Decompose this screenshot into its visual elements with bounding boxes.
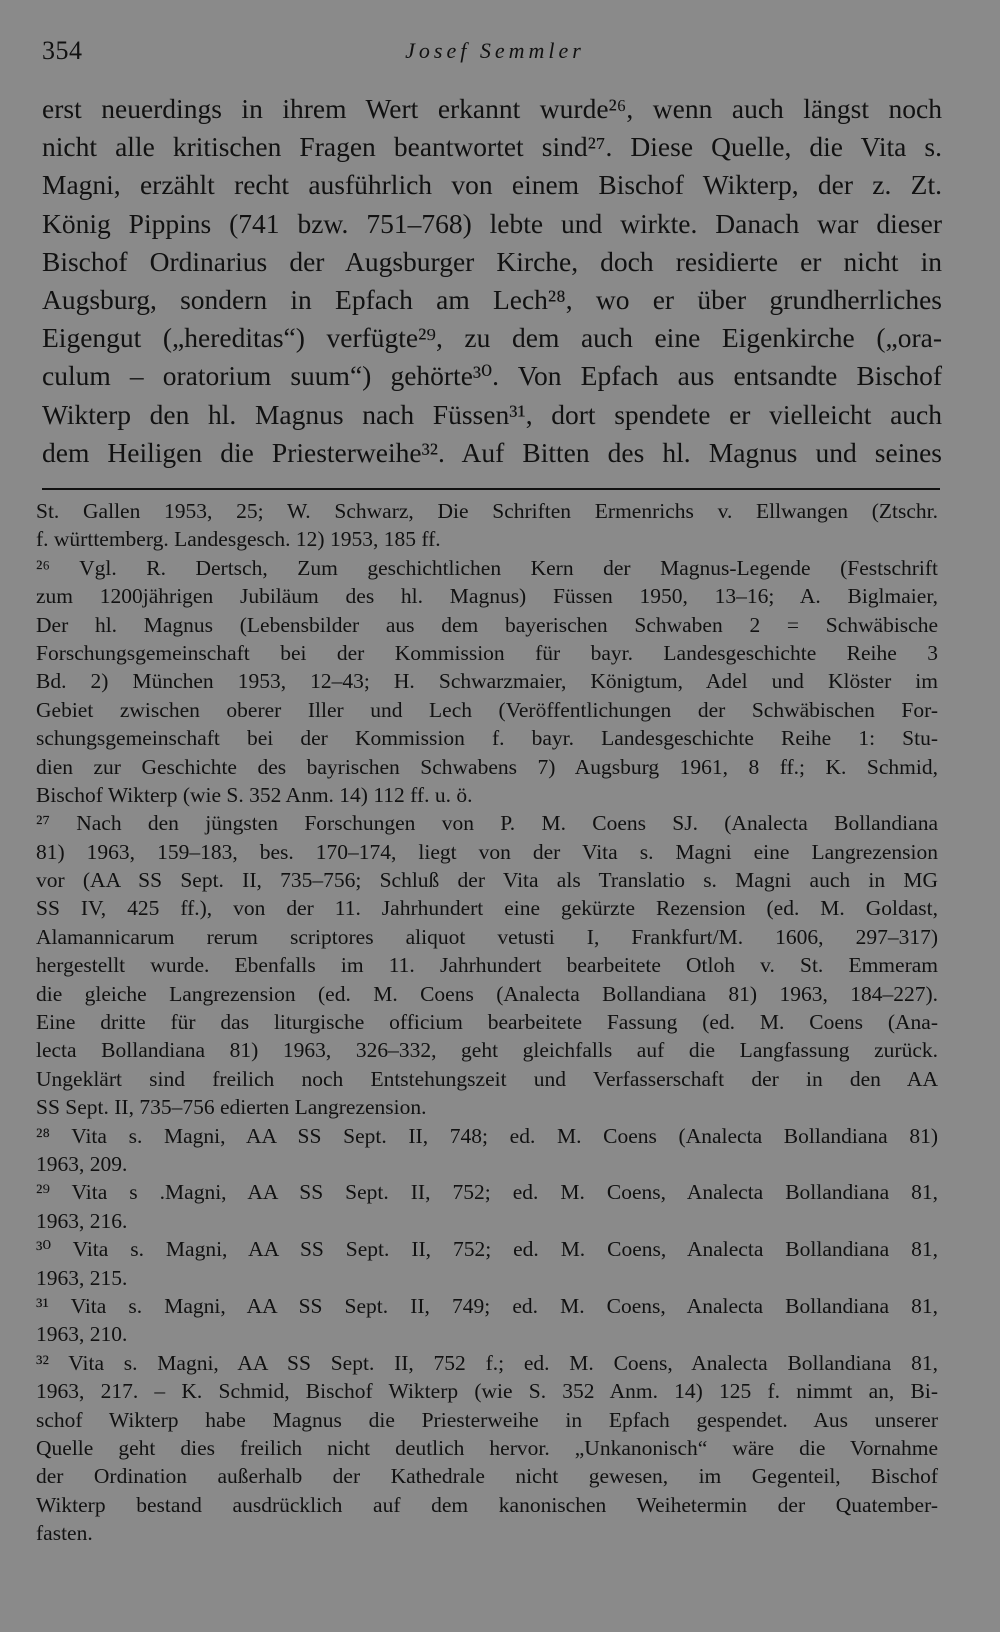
footnote-line: ³⁰ Vita s. Magni, AA SS Sept. II, 752; ed. M. Coens, Analecta Bollandiana 81, <box>36 1237 938 1262</box>
footnote-line: Forschungsgemeinschaft bei der Kommission für bayr. Landesgeschichte Reihe 3 <box>36 640 938 665</box>
body-line: König Pippins (741 bzw. 751–768) lebte und wirkte. Danach war dieser <box>42 207 942 239</box>
body-line: Wikterp den hl. Magnus nach Füssen³¹, dort spendete er vielleicht auch <box>42 398 942 430</box>
footnote-line: ²⁷ Nach den jüngsten Forschungen von P. M. Coens SJ. (Analecta Bollandiana <box>36 811 938 836</box>
footnote-line: der Ordination außerhalb der Kathedrale nicht gewesen, im Gegenteil, Bischof <box>36 1464 938 1489</box>
footnote-line: Wikterp bestand ausdrücklich auf dem kanonischen Weihetermin der Quatember- <box>36 1492 938 1517</box>
footnote-line: SS Sept. II, 735–756 edierten Langrezension. <box>36 1095 427 1120</box>
body-line: Augsburg, sondern in Epfach am Lech²⁸, wo er über grundherrliches <box>42 283 942 315</box>
body-text <box>42 90 942 472</box>
footnote-line: ³² Vita s. Magni, AA SS Sept. II, 752 f.; ed. M. Coens, Analecta Bollandiana 81, <box>36 1350 938 1375</box>
body-line: dem Heiligen die Priesterweihe³². Auf Bitten des hl. Magnus und seines <box>42 436 942 468</box>
footnote-rule <box>42 488 940 490</box>
footnote-line: zum 1200jährigen Jubiläum des hl. Magnus) Füssen 1950, 13–16; A. Biglmaier, <box>36 584 938 609</box>
footnote-line: Der hl. Magnus (Lebensbilder aus dem bayerischen Schwaben 2 = Schwäbische <box>36 612 938 637</box>
footnote-line: 1963, 216. <box>36 1208 128 1233</box>
footnote-line: schof Wikterp habe Magnus die Priesterweihe in Epfach gespendet. Aus unserer <box>36 1407 938 1432</box>
footnote-line: 1963, 217. – K. Schmid, Bischof Wikterp (wie S. 352 Anm. 14) 125 f. nimmt an, Bi- <box>36 1379 938 1404</box>
footnote-line: Bd. 2) München 1953, 12–43; H. Schwarzmaier, Königtum, Adel und Klöster im <box>36 669 938 694</box>
footnote-line: SS IV, 425 ff.), von der 11. Jahrhundert eine gekürzte Rezension (ed. M. Goldast, <box>36 896 938 921</box>
footnote-line: Ungeklärt sind freilich noch Entstehungszeit und Verfasserschaft der in den AA <box>36 1066 938 1091</box>
footnote-line: ²⁸ Vita s. Magni, AA SS Sept. II, 748; ed. M. Coens (Analecta Bollandiana 81) <box>36 1123 938 1148</box>
footnote-line: Quelle geht dies freilich nicht deutlich hervor. „Unkanonisch“ wäre die Vornahme <box>36 1435 938 1460</box>
footnote-line: 81) 1963, 159–183, bes. 170–174, liegt von der Vita s. Magni eine Langrezension <box>36 839 938 864</box>
footnote-line: dien zur Geschichte des bayrischen Schwabens 7) Augsburg 1961, 8 ff.; K. Schmid, <box>36 754 938 779</box>
body-line: Magni, erzählt recht ausführlich von einem Bischof Wikterp, der z. Zt. <box>42 169 942 201</box>
footnote-line: Gebiet zwischen oberer Iller und Lech (Veröffentlichungen der Schwäbischen For- <box>36 697 938 722</box>
footnote-line: Alamannicarum rerum scriptores aliquot vetusti I, Frankfurt/M. 1606, 297–317) <box>36 924 938 949</box>
footnote-line: 1963, 215. <box>36 1265 128 1290</box>
footnote-line: ²⁹ Vita s .Magni, AA SS Sept. II, 752; ed. M. Coens, Analecta Bollandiana 81, <box>36 1180 938 1205</box>
footnote-line: Bischof Wikterp (wie S. 352 Anm. 14) 112 ff. u. ö. <box>36 782 473 807</box>
footnote-line: vor (AA SS Sept. II, 735–756; Schluß der Vita als Translatio s. Magni auch in MG <box>36 868 938 893</box>
body-line: erst neuerdings in ihrem Wert erkannt wurde²⁶, wenn auch längst noch <box>42 93 942 124</box>
footnote-line: hergestellt wurde. Ebenfalls im 11. Jahrhundert bearbeitete Otloh v. St. Emmeram <box>36 953 938 978</box>
footnote-line: die gleiche Langrezension (ed. M. Coens (Analecta Bollandiana 81) 1963, 184–227). <box>36 981 938 1006</box>
body-line: nicht alle kritischen Fragen beantwortet sind²⁷. Diese Quelle, die Vita s. <box>42 131 942 163</box>
footnote-line: schungsgemeinschaft bei der Kommission f. bayr. Landesgeschichte Reihe 1: Stu- <box>36 726 938 751</box>
page-number: 354 <box>42 36 83 65</box>
footnote-line: ³¹ Vita s. Magni, AA SS Sept. II, 749; ed. M. Coens, Analecta Bollandiana 81, <box>36 1293 938 1318</box>
footnote-line: fasten. <box>36 1521 93 1546</box>
footnotes <box>36 497 938 1547</box>
footnote-line: St. Gallen 1953, 25; W. Schwarz, Die Schriften Ermenrichs v. Ellwangen (Ztschr. <box>36 499 938 523</box>
body-line: culum – oratorium suum“) gehörte³⁰. Von Epfach aus entsandte Bischof <box>42 360 942 392</box>
footnote-line: Eine dritte für das liturgische officium bearbeitete Fassung (ed. M. Coens (Ana- <box>36 1010 938 1035</box>
body-line: Bischof Ordinarius der Augsburger Kirche, doch residierte er nicht in <box>42 245 942 277</box>
footnote-line: 1963, 210. <box>36 1322 128 1347</box>
footnote-line: ²⁶ Vgl. R. Dertsch, Zum geschichtlichen Kern der Magnus-Legende (Festschrift <box>36 555 938 580</box>
page-header <box>42 36 948 70</box>
running-title: Josef Semmler <box>405 38 585 63</box>
footnote-line: 1963, 209. <box>36 1151 128 1176</box>
footnote-line: f. württemberg. Landesgesch. 12) 1953, 185 ff. <box>36 527 441 552</box>
body-line: Eigengut („hereditas“) verfügte²⁹, zu dem auch eine Eigenkirche („ora- <box>42 322 942 354</box>
footnote-line: lecta Bollandiana 81) 1963, 326–332, geht gleichfalls auf die Langfassung zurück. <box>36 1038 938 1063</box>
